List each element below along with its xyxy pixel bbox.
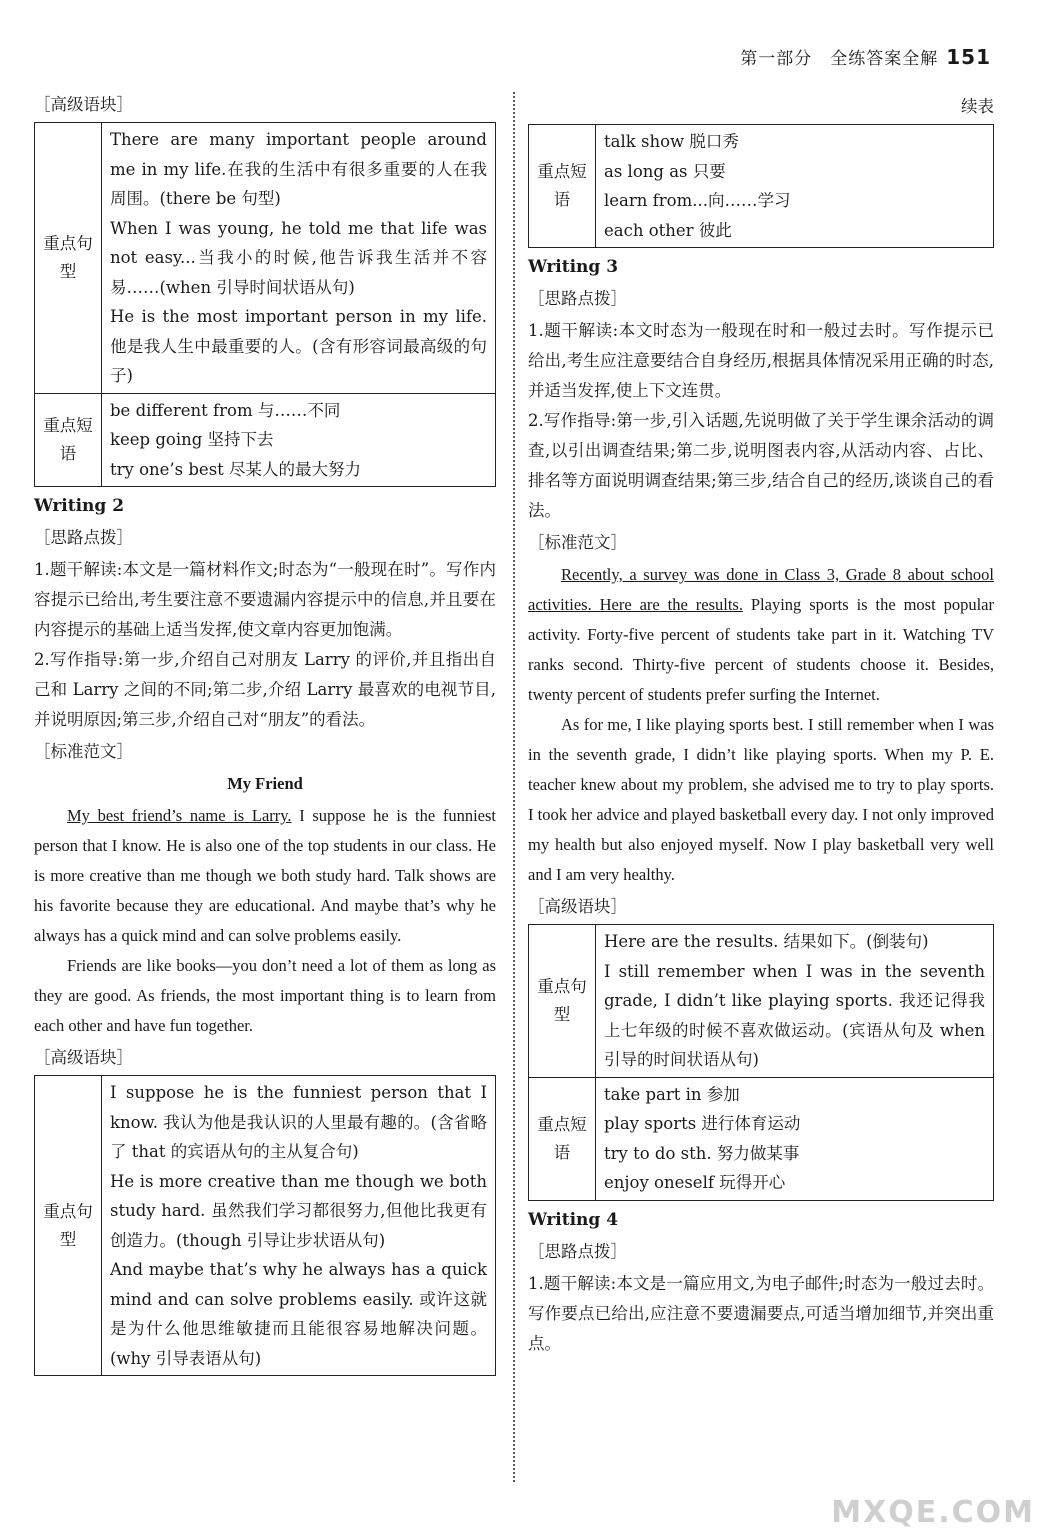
watermark-logo: MXQE.COM (831, 1495, 1035, 1530)
left-column (34, 88, 496, 1380)
sentence-item: Here are the results. 结果如下。(倒装句) (604, 932, 929, 951)
guidance-paragraph: 2.写作指导:第一步,引入话题,先说明做了关于学生课余活动的调查,以引出调查结果;第二步,说明图表内容,从活动内容、占比、排名等方面说明调查结果;第三步,结合自己的经历,谈谈自己的看法。 (528, 411, 994, 520)
phrase-item: talk show 脱口秀 (604, 132, 739, 151)
phrase-item: enjoy oneself 玩得开心 (604, 1173, 786, 1192)
essay-title: My Friend (227, 774, 303, 793)
sentence-item: I suppose he is the funniest person that I know. 我认为他是我认识的人里最有趣的。(含省略了 that 的宾语从句的主从复合句) (110, 1083, 487, 1161)
phrase-table-3 (528, 924, 994, 1201)
table-label: 重点短语 (529, 1077, 596, 1200)
column-divider (513, 92, 515, 1482)
sentence-item: When I was young, he told me that life was not easy...当我小的时候,他告诉我生活并不容易……(when 引导时间状语从句) (110, 218, 487, 297)
page-header (740, 44, 991, 69)
table-content (596, 1077, 994, 1200)
sentence-item: He is more creative than me though we both study hard. 虽然我们学习都很努力,但他比我更有创造力。(though 引导让步状语从句) (110, 1171, 487, 1250)
right-column (528, 92, 994, 1359)
phrase-item: each other 彼此 (604, 220, 732, 240)
essay-paragraph (528, 560, 994, 710)
phrase-table-2 (34, 1075, 496, 1376)
phrase-item: be different from 与……不同 (110, 400, 341, 420)
table-content (102, 1076, 496, 1376)
table-label: 重点句型 (529, 925, 596, 1078)
phrase-item: take part in 参加 (604, 1084, 740, 1104)
essay-paragraph (34, 801, 496, 951)
analysis-paragraph: 1.题干解读:本文是一篇材料作文;时态为“一般现在时”。写作内容提示已给出,考生要注意不要遗漏内容提示中的信息,并且要在内容提示的基础上适当发挥,使文章内容更加饱满。 (34, 560, 496, 639)
section-label: ［思路点拨］ (34, 528, 133, 547)
essay-paragraph: Friends are like books—you don’t need a lot of them as long as they are good. As friends, the most important thing is to learn from each other and have fun together. (34, 956, 496, 1035)
writing-2-title: Writing 2 (34, 496, 125, 516)
phrase-item: play sports 进行体育运动 (604, 1114, 801, 1133)
analysis-paragraph: 1.题干解读:本文时态为一般现在时和一般过去时。写作提示已给出,考生应注意要结合自身经历,根据具体情况采用正确的时态,并适当发挥,使上下文连贯。 (528, 321, 994, 400)
section-label: ［思路点拨］ (528, 1241, 627, 1261)
phrase-item: try to do sth. 努力做某事 (604, 1143, 800, 1163)
table-label: 重点句型 (35, 1076, 102, 1376)
phrase-item: keep going 坚持下去 (110, 430, 274, 449)
writing-4-title: Writing 4 (528, 1209, 619, 1230)
sentence-item: He is the most important person in my life. 他是我人生中最重要的人。(含有形容词最高级的句子) (110, 307, 487, 385)
table-content (102, 123, 496, 394)
sentence-item: I still remember when I was in the seventh grade, I didn’t like playing sports. 我还记得我上七年级的时候不喜欢做运动。(宾语从句及 when 引导的时间状语从句) (604, 961, 985, 1069)
underlined-sentence: Recently, a survey was done in Class 3, Grade 8 about school activities. Here are the results. (528, 565, 994, 614)
table-label: 重点句型 (35, 123, 102, 394)
table-label: 重点短语 (35, 393, 102, 487)
page-number: 151 (946, 45, 991, 69)
essay-paragraph: As for me, I like playing sports best. I still remember when I was in the seventh grade, I didn’t like playing sports. When my P. E. teacher knew about my problem, she advised me to try to play sports. I took her advice and played basketball every day. I not only improved my health but also enjoyed myself. Now I play basketball very well and I am very healthy. (528, 715, 994, 884)
section-label: ［高级语块］ (528, 897, 627, 916)
table-content (596, 125, 994, 248)
table-label: 重点短语 (529, 125, 596, 248)
essay-text: I suppose he is the funniest person that I know. He is also one of the top students in our class. He is more creative than me though we both study hard. Talk shows are his favorite because they are educational. And maybe that’s why he always has a quick mind and can solve problems easily. (34, 806, 496, 945)
essay-text: Playing sports is the most popular activity. Forty-five percent of students take part in it. Watching TV ranks second. Thirty-five percent of students choose it. Besides, twenty percent of students prefer surfing the Internet. (528, 595, 994, 704)
analysis-paragraph: 1.题干解读:本文是一篇应用文,为电子邮件;时态为一般过去时。写作要点已给出,应注意不要遗漏要点,可适当增加细节,并突出重点。 (528, 1273, 994, 1353)
phrase-item: as long as 只要 (604, 161, 726, 181)
table-content (596, 925, 994, 1078)
section-label: ［思路点拨］ (528, 289, 627, 308)
underlined-sentence: My best friend’s name is Larry. (67, 806, 292, 825)
phrase-table-continued (528, 124, 994, 248)
header-title: 第一部分 全练答案全解 (740, 49, 939, 69)
phrase-table-1 (34, 122, 496, 487)
section-label: ［标准范文］ (528, 533, 627, 552)
sentence-item: There are many important people around me in my life.在我的生活中有很多重要的人在我周围。(there be 句型) (110, 130, 487, 208)
section-label: ［标准范文］ (34, 742, 133, 761)
phrase-item: try one’s best 尽某人的最大努力 (110, 459, 362, 479)
phrase-item: learn from...向……学习 (604, 191, 791, 210)
sentence-item: And maybe that’s why he always has a quick mind and can solve problems easily. 或许这就是为什么他思维敏捷而且能很容易地解决问题。(why 引导表语从句) (110, 1260, 487, 1368)
writing-3-title: Writing 3 (528, 257, 619, 277)
guidance-paragraph: 2.写作指导:第一步,介绍自己对朋友 Larry 的评价,并且指出自己和 Larry 之间的不同;第二步,介绍 Larry 最喜欢的电视节目,并说明原因;第三步,介绍自己对“朋友”的看法。 (34, 650, 496, 729)
section-label: ［高级语块］ (34, 95, 133, 114)
section-label: ［高级语块］ (34, 1048, 133, 1067)
continued-label: 续表 (961, 97, 994, 116)
table-content (102, 393, 496, 487)
